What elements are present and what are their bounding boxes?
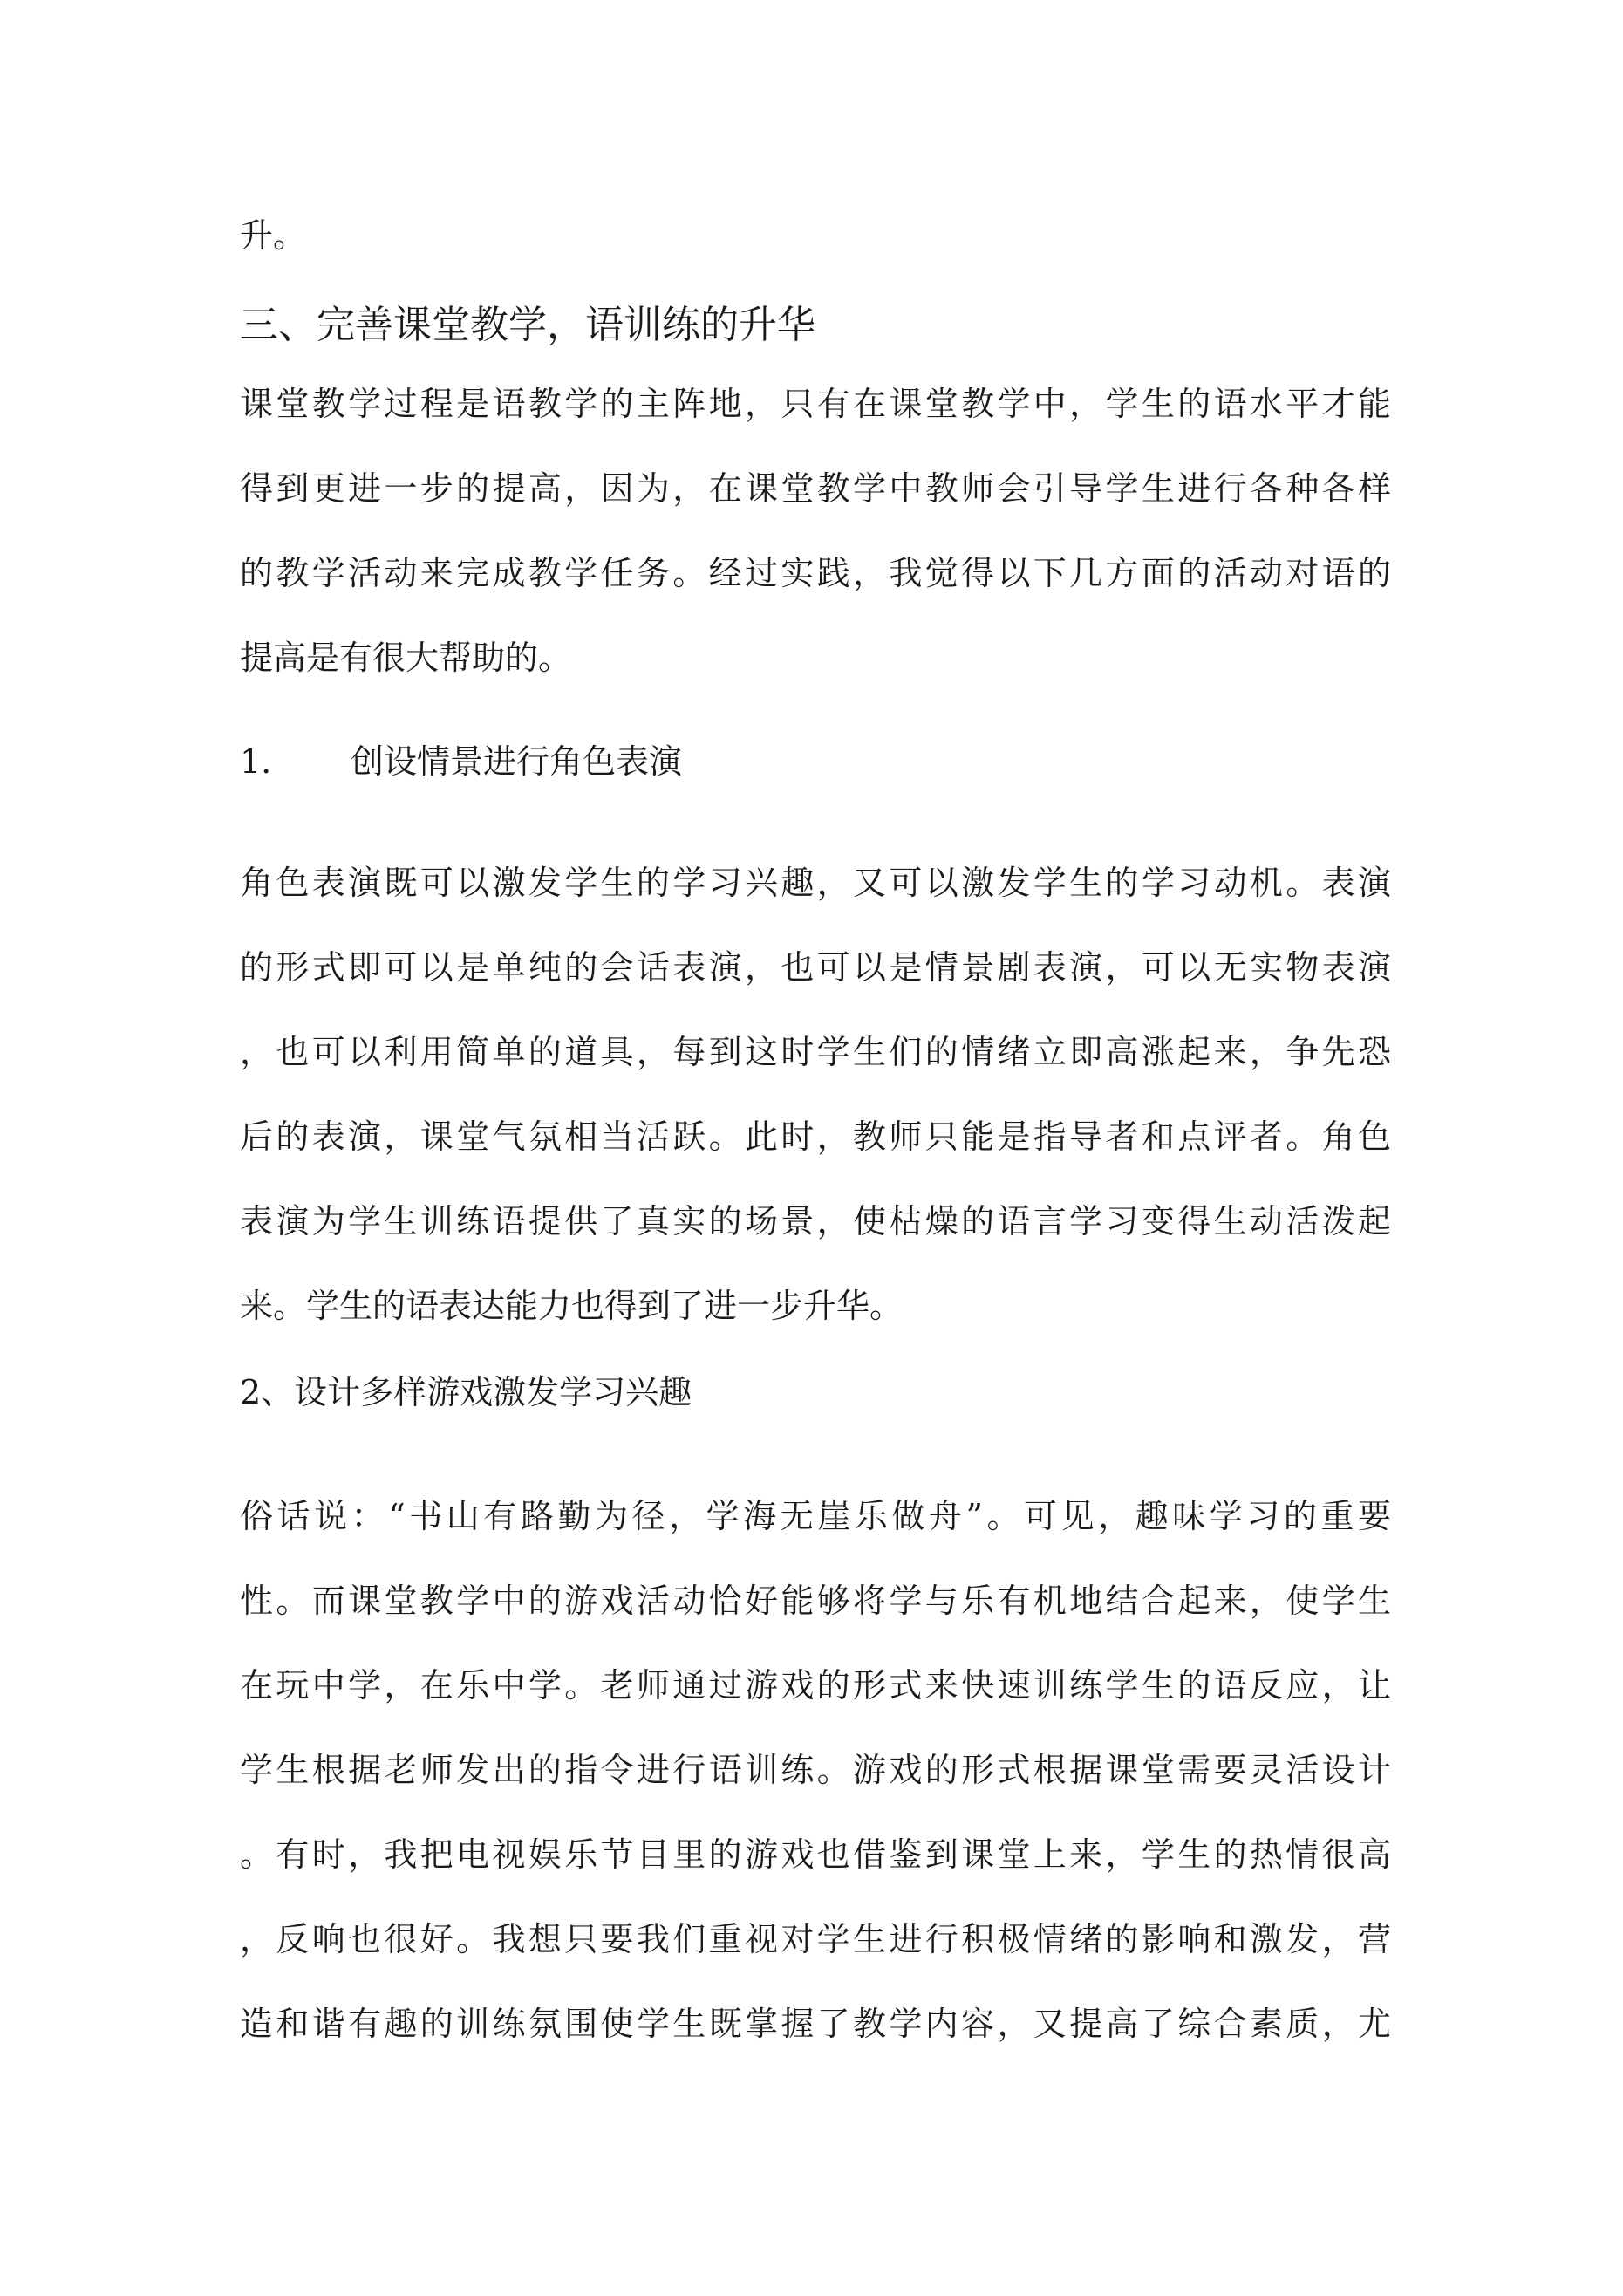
paragraph-line: 的教学活动来完成教学任务。经过实践，我觉得以下几方面的活动对语的 xyxy=(240,554,1391,592)
paragraph-line: ，也可以利用简单的道具，每到这时学生们的情绪立即高涨起来，争先恐 xyxy=(240,1033,1391,1071)
paragraph-line: 性。而课堂教学中的游戏活动恰好能够将学与乐有机地结合起来，使学生 xyxy=(240,1582,1391,1620)
section-heading: 三、完善课堂教学，语训练的升华 xyxy=(240,303,815,347)
paragraph-line: 表演为学生训练语提供了真实的场景，使枯燥的语言学习变得生动活泼起 xyxy=(240,1202,1391,1240)
paragraph-line: 提高是有很大帮助的。 xyxy=(240,639,572,677)
paragraph-line: 的形式即可以是单纯的会话表演，也可以是情景剧表演，可以无实物表演 xyxy=(240,948,1391,987)
paragraph-line: 在玩中学，在乐中学。老师通过游戏的形式来快速训练学生的语反应，让 xyxy=(240,1666,1391,1705)
paragraph-line: ，反响也很好。我想只要我们重视对学生进行积极情绪的影响和激发，营 xyxy=(240,1920,1391,1958)
paragraph-line: 课堂教学过程是语教学的主阵地，只有在课堂教学中，学生的语水平才能 xyxy=(240,385,1391,423)
carryover-line: 升。 xyxy=(240,216,307,255)
paragraph-line: 造和谐有趣的训练氛围使学生既掌握了教学内容，又提高了综合素质，尤 xyxy=(240,2005,1391,2043)
paragraph-line: 俗话说：“书山有路勤为径，学海无崖乐做舟”。可见，趣味学习的重要 xyxy=(240,1497,1391,1535)
list-item-number: 1. xyxy=(240,742,272,781)
list-item-title: 2、设计多样游戏激发学习兴趣 xyxy=(240,1373,692,1411)
paragraph-line: 角色表演既可以激发学生的学习兴趣，又可以激发学生的学习动机。表演 xyxy=(240,864,1391,902)
paragraph-line: 学生根据老师发出的指令进行语训练。游戏的形式根据课堂需要灵活设计 xyxy=(240,1751,1391,1789)
paragraph-line: 得到更进一步的提高，因为，在课堂教学中教师会引导学生进行各种各样 xyxy=(240,469,1391,508)
paragraph-line: 。有时，我把电视娱乐节目里的游戏也借鉴到课堂上来，学生的热情很高 xyxy=(240,1835,1391,1874)
list-item-title: 创设情景进行角色表演 xyxy=(351,742,683,781)
paragraph-line: 来。学生的语表达能力也得到了进一步升华。 xyxy=(240,1287,904,1325)
paragraph-line: 后的表演，课堂气氛相当活跃。此时，教师只能是指导者和点评者。角色 xyxy=(240,1117,1391,1156)
